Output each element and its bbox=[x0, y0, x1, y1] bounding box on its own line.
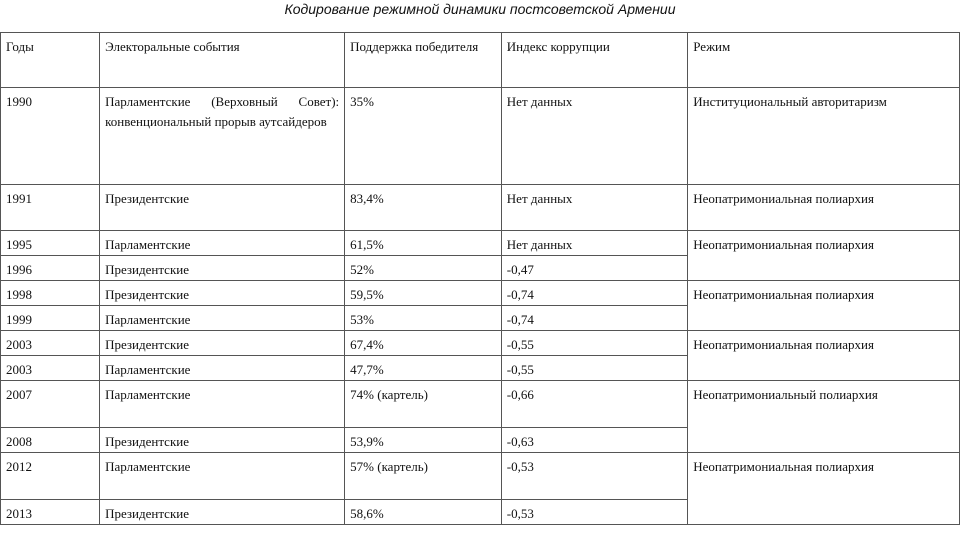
cell-year: 2003 bbox=[1, 356, 100, 381]
header-years: Годы bbox=[1, 33, 100, 88]
table-row bbox=[1, 185, 960, 231]
cell-year: 1995 bbox=[1, 231, 100, 256]
cell-support: 67,4% bbox=[345, 331, 502, 356]
cell-year: 2007 bbox=[1, 381, 100, 428]
cell-corruption: -0,55 bbox=[501, 356, 687, 381]
cell-event: Парламентские (Верховный Совет): конвенциональный прорыв аутсайдеров bbox=[100, 88, 345, 185]
cell-year: 1991 bbox=[1, 185, 100, 231]
table-header-row bbox=[1, 33, 960, 88]
cell-corruption: -0,53 bbox=[501, 453, 687, 500]
table-row bbox=[1, 231, 960, 256]
cell-corruption: -0,47 bbox=[501, 256, 687, 281]
page-title: Кодирование режимной динамики постсоветской Армении bbox=[284, 1, 676, 17]
cell-event: Президентские bbox=[100, 185, 345, 231]
cell-support: 53,9% bbox=[345, 428, 502, 453]
table-row bbox=[1, 453, 960, 500]
cell-support: 61,5% bbox=[345, 231, 502, 256]
cell-support: 52% bbox=[345, 256, 502, 281]
cell-event: Президентские bbox=[100, 331, 345, 356]
cell-regime: Неопатримониальная полиархия bbox=[688, 453, 960, 525]
cell-corruption: Нет данных bbox=[501, 185, 687, 231]
cell-year: 2003 bbox=[1, 331, 100, 356]
cell-support: 57% (картель) bbox=[345, 453, 502, 500]
cell-regime: Неопатримониальная полиархия bbox=[688, 231, 960, 281]
cell-regime: Неопатримониальная полиархия bbox=[688, 281, 960, 331]
table-row bbox=[1, 331, 960, 356]
cell-event: Парламентские bbox=[100, 306, 345, 331]
cell-corruption: -0,74 bbox=[501, 306, 687, 331]
cell-regime: Неопатримониальный полиархия bbox=[688, 381, 960, 453]
cell-corruption: -0,63 bbox=[501, 428, 687, 453]
cell-event: Президентские bbox=[100, 256, 345, 281]
table-row bbox=[1, 281, 960, 306]
cell-event: Президентские bbox=[100, 428, 345, 453]
cell-event: Парламентские bbox=[100, 381, 345, 428]
table-row bbox=[1, 381, 960, 428]
cell-support: 47,7% bbox=[345, 356, 502, 381]
cell-support: 35% bbox=[345, 88, 502, 185]
cell-year: 1999 bbox=[1, 306, 100, 331]
cell-year: 2012 bbox=[1, 453, 100, 500]
cell-year: 1996 bbox=[1, 256, 100, 281]
cell-event: Парламентские bbox=[100, 453, 345, 500]
cell-support: 59,5% bbox=[345, 281, 502, 306]
header-winner-support: Поддержка победителя bbox=[345, 33, 502, 88]
cell-corruption: -0,74 bbox=[501, 281, 687, 306]
cell-year: 2013 bbox=[1, 500, 100, 525]
cell-support: 74% (картель) bbox=[345, 381, 502, 428]
cell-support: 83,4% bbox=[345, 185, 502, 231]
cell-event: Парламентские bbox=[100, 356, 345, 381]
table-row bbox=[1, 88, 960, 185]
cell-corruption: -0,53 bbox=[501, 500, 687, 525]
cell-support: 58,6% bbox=[345, 500, 502, 525]
cell-event: Парламентские bbox=[100, 231, 345, 256]
cell-corruption: Нет данных bbox=[501, 88, 687, 185]
header-electoral-events: Электоральные события bbox=[100, 33, 345, 88]
cell-support: 53% bbox=[345, 306, 502, 331]
header-corruption-index: Индекс коррупции bbox=[501, 33, 687, 88]
cell-year: 1998 bbox=[1, 281, 100, 306]
cell-corruption: -0,55 bbox=[501, 331, 687, 356]
regime-table bbox=[0, 32, 960, 525]
cell-regime: Неопатримониальная полиархия bbox=[688, 185, 960, 231]
cell-event: Президентские bbox=[100, 281, 345, 306]
cell-year: 2008 bbox=[1, 428, 100, 453]
cell-year: 1990 bbox=[1, 88, 100, 185]
cell-event: Президентские bbox=[100, 500, 345, 525]
cell-corruption: -0,66 bbox=[501, 381, 687, 428]
header-regime: Режим bbox=[688, 33, 960, 88]
cell-regime: Институциональный авторитаризм bbox=[688, 88, 960, 185]
cell-regime: Неопатримониальная полиархия bbox=[688, 331, 960, 381]
cell-corruption: Нет данных bbox=[501, 231, 687, 256]
